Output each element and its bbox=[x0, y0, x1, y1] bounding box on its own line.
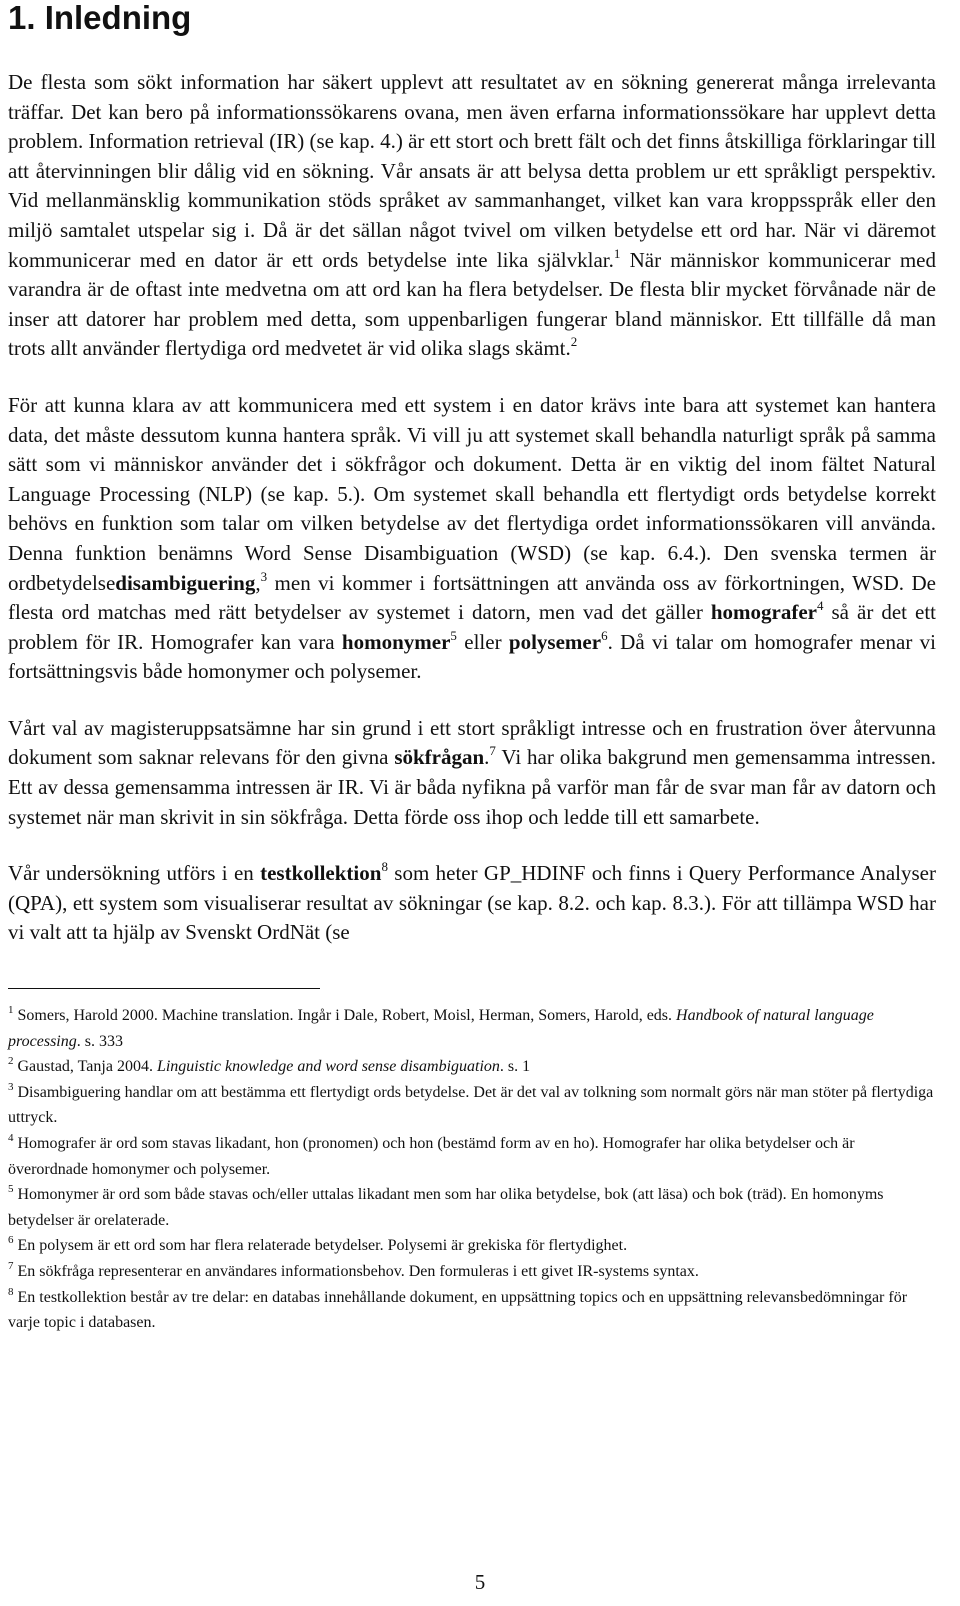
footnote-title: Handbook of natural language processing bbox=[8, 1007, 874, 1050]
footnote-text: Somers, Harold 2000. Machine translation. Ingår i Dale, Robert, Moisl, Herman, Somers, Harold, eds. bbox=[13, 1007, 677, 1025]
page-number: 5 bbox=[474, 1570, 486, 1594]
footnotes bbox=[8, 1003, 936, 1336]
footnote-text: . s. 333 bbox=[76, 1032, 123, 1050]
footnote-number: 1 bbox=[8, 1004, 14, 1017]
footnote-number: 3 bbox=[8, 1080, 14, 1093]
footnote-number: 4 bbox=[8, 1132, 14, 1144]
paragraph-text: När människor kommunicerar med varandra är de oftast inte medvetna om att ord kan ha flera betydelser. De flesta blir mycket förvånade när de inser att datorer har problem med detta, som uppenbarligen fungerar bland människor. Ett tillfälle då man trots allt använder flertydiga ord medvetet är vid olika slags skämt. bbox=[8, 247, 936, 361]
bold-term-sokfragan: sökfrågan bbox=[394, 745, 485, 770]
paragraph-text: men vi kommer i fortsättningen att använda oss av förkortningen, WSD. De flesta ord matchas med rätt betydelser av systemet i datorn, men vad det gäller bbox=[8, 570, 936, 625]
bold-term-disambiguering: disambiguering bbox=[115, 570, 256, 595]
footnote-number: 8 bbox=[8, 1285, 14, 1298]
paragraph-text: som heter GP_HDINF och finns i Query Performance Analyser (QPA), ett system som visualiserar resultat av sökningar (se kap. 8.2. och kap. 8.3.). För att tillämpa WSD har vi valt att ta hjälp av Svenskt OrdNät (se bbox=[8, 861, 936, 945]
paragraph-text: De flesta som sökt information har säkert upplevt att resultatet av en sökning genererat många irrelevanta träffar. Det kan bero på informationssökarens ovana, men även erfarna informationssökare har upplevt detta problem. Information retrieval (IR) (se kap. 4.) är ett stort och brett fält och det finns åtskilliga förklaringar till att återvinningen blir dålig vid en sökning. Vår ansats är att belysa detta problem ur ett språkligt perspektiv. Vid mellanmänsklig kommunikation stöds språket av sammanhanget, vilket kan vara kroppsspråk eller den miljö samtalet utspelar sig i. Då är det sällan något tvivel om vilken betydelse ett ord har. När vi däremot kommunicerar med en dator är ett ords betydelse inte lika självklar. bbox=[8, 70, 936, 272]
paragraph-4 bbox=[8, 859, 936, 948]
footnote-number: 6 bbox=[8, 1234, 14, 1247]
comma: , bbox=[255, 570, 261, 595]
footnote-text: En sökfråga representerar en användares informationsbehov. Den formuleras i ett givet IR-systems syntax. bbox=[13, 1262, 699, 1280]
paragraph-text: För att kunna klara av att kommunicera med ett system i en dator krävs inte bara att systemet kan hantera data, det måste dessutom kunna hantera språk. Vi vill ju att systemet skall behandla naturligt språk på samma sätt som vi människor använder det i sökfrågor och dokument. Detta är en viktig del inom fältet Natural Language Processing (NLP) (se kap. 5.). Om systemet skall behandla ett flertydigt ords betydelse korrekt behövs en funktion som talar om vilken betydelse av det flertydiga ordet informationssökaren vill använda. Denna funktion benämns Word Sense Disambiguation (WSD) (se kap. 6.4.). Den svenska termen är ordbetydelse bbox=[8, 392, 936, 595]
footnote-title: Linguistic knowledge and word sense disambiguation bbox=[156, 1058, 500, 1076]
paragraph-text: så är det ett problem för IR. Homografer kan vara bbox=[8, 600, 937, 654]
bold-term-homografer: homografer bbox=[710, 600, 817, 625]
footnote-text: Homografer är ord som stavas likadant, hon (pronomen) och hon (bestämd form av en ho). Homografer har olika betydelser och är överordnade homonymer och polysemer. bbox=[8, 1135, 855, 1178]
footnote-ref-3: 3 bbox=[260, 568, 268, 584]
footnote-text: Gaustad, Tanja 2004. bbox=[13, 1058, 157, 1076]
paragraph-1 bbox=[8, 68, 936, 364]
footnote-6 bbox=[8, 1233, 936, 1259]
footnote-ref-7: 7 bbox=[489, 743, 496, 759]
footnote-number: 5 bbox=[8, 1183, 14, 1196]
footnote-ref-6: 6 bbox=[601, 627, 608, 643]
footnote-text: Homonymer är ord som både stavas och/eller uttalas likadant men som har olika betydelse, bok (att läsa) och bok (träd). En homonyms betydelser är orelaterade. bbox=[8, 1186, 884, 1229]
footnote-ref-4: 4 bbox=[817, 598, 824, 614]
footnote-8 bbox=[8, 1285, 936, 1336]
paragraph-text: Vår undersökning utförs i en bbox=[8, 861, 261, 886]
period: . bbox=[484, 745, 490, 770]
footnote-1 bbox=[8, 1003, 936, 1054]
footnote-text: En polysem är ett ord som har flera relaterade betydelser. Polysemi är grekiska för flertydighet. bbox=[13, 1237, 628, 1255]
paragraph-3 bbox=[8, 714, 936, 832]
footnote-ref-2: 2 bbox=[570, 334, 578, 350]
footnote-ref-5: 5 bbox=[450, 627, 457, 643]
footnote-2 bbox=[8, 1054, 936, 1080]
footnote-3 bbox=[8, 1080, 936, 1131]
bold-term-testkollektion: testkollektion bbox=[260, 861, 382, 886]
section-heading: 1. Inledning bbox=[8, 0, 192, 36]
footnote-text: En testkollektion består av tre delar: en databas innehållande dokument, en uppsättning topics och en uppsättning relevansbedömningar för varje topic i databasen. bbox=[8, 1288, 908, 1332]
paragraph-text: Vårt val av magisteruppsatsämne har sin grund i ett stort språkligt intresse och en frustration över återvunna dokument som saknar relevans för den givna bbox=[8, 715, 936, 770]
bold-term-homonymer: homonymer bbox=[341, 629, 451, 654]
paragraph-text: Vi har olika bakgrund men gemensamma intressen. Ett av dessa gemensamma intressen är IR. Vi är båda nyfikna på varför man får de svar man får av datorn och systemet när man skrivit in sin sökfråga. Detta förde oss ihop och ledde till ett samarbete. bbox=[8, 745, 936, 829]
paragraph-2 bbox=[8, 391, 936, 687]
footnote-5 bbox=[8, 1182, 936, 1233]
footnote-separator bbox=[8, 988, 320, 989]
bold-term-polysemer: polysemer bbox=[508, 629, 602, 654]
footnote-number: 7 bbox=[8, 1259, 14, 1272]
footnote-4 bbox=[8, 1131, 936, 1182]
paragraph-text: eller bbox=[456, 629, 509, 654]
footnote-text: . s. 1 bbox=[499, 1058, 531, 1076]
footnote-number: 2 bbox=[8, 1055, 14, 1068]
footnote-7 bbox=[8, 1259, 936, 1285]
footnote-text: Disambiguering handlar om att bestämma ett flertydigt ords betydelse. Det är det val av tolkning som normalt görs när man stöter på flertydiga uttryck. bbox=[8, 1083, 934, 1127]
footnote-ref-1: 1 bbox=[613, 245, 621, 261]
paragraph-text: . Då vi talar om homografer menar vi fortsättningsvis både homonymer och polysemer. bbox=[8, 629, 937, 684]
footnote-ref-8: 8 bbox=[381, 859, 388, 875]
